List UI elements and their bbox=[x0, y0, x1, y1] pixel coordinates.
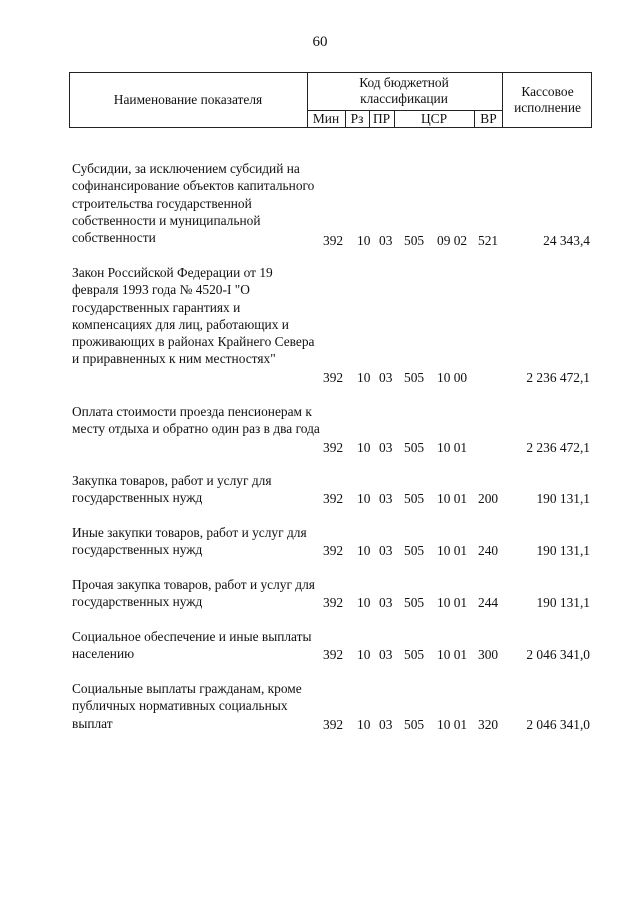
header-vr: ВР bbox=[480, 111, 497, 126]
cell-vr: 200 bbox=[478, 491, 499, 506]
cell-pr: 03 bbox=[379, 595, 393, 610]
cell-pr: 03 bbox=[379, 647, 393, 662]
header-csr: ЦСР bbox=[420, 111, 448, 126]
table-row bbox=[72, 576, 592, 612]
cell-pr: 03 bbox=[379, 233, 393, 248]
cell-amount: 24 343,4 bbox=[543, 233, 590, 248]
row-name: Социальное обеспечение и иные выплаты населению bbox=[72, 629, 312, 662]
header-rz: Рз bbox=[350, 111, 364, 126]
cell-rz: 10 bbox=[357, 370, 371, 385]
row-name: Субсидии, за исключением субсидий на софинансирование объектов капитального строительства государственной собственности и муниципальной собственности bbox=[72, 161, 315, 246]
cell-vr: 521 bbox=[478, 233, 499, 248]
cell-csr-program: 505 bbox=[404, 370, 425, 385]
cell-vr: 240 bbox=[478, 543, 499, 558]
cell-csr-item: 10 01 bbox=[437, 440, 468, 455]
cell-min: 392 bbox=[323, 717, 344, 732]
cell-min: 392 bbox=[323, 595, 344, 610]
cell-csr-item: 09 02 bbox=[437, 233, 468, 248]
table-row bbox=[72, 160, 592, 250]
cell-amount: 2 046 341,0 bbox=[526, 647, 590, 662]
cell-amount: 190 131,1 bbox=[536, 543, 590, 558]
cell-csr-program: 505 bbox=[404, 647, 425, 662]
header-amount: Кассовое исполнение bbox=[514, 84, 581, 115]
cell-csr-program: 505 bbox=[404, 440, 425, 455]
cell-min: 392 bbox=[323, 233, 344, 248]
row-name: Закон Российской Федерации от 19 февраля 1993 года № 4520-I "О государственных гарантиях и компенсациях для лиц, работающих и проживающих в районах Крайнего Севера и приравненных к ним местностях" bbox=[72, 265, 315, 367]
cell-pr: 03 bbox=[379, 491, 393, 506]
cell-csr-item: 10 01 bbox=[437, 595, 468, 610]
table-row bbox=[72, 403, 592, 457]
header-pr: ПР bbox=[372, 111, 391, 126]
cell-csr-item: 10 01 bbox=[437, 647, 468, 662]
cell-rz: 10 bbox=[357, 440, 371, 455]
cell-rz: 10 bbox=[357, 233, 371, 248]
cell-csr-program: 505 bbox=[404, 491, 425, 506]
row-name: Иные закупки товаров, работ и услуг для государственных нужд bbox=[72, 525, 307, 558]
cell-amount: 2 236 472,1 bbox=[526, 370, 590, 385]
row-name: Закупка товаров, работ и услуг для государственных нужд bbox=[72, 473, 272, 506]
cell-pr: 03 bbox=[379, 370, 393, 385]
header-min: Мин bbox=[312, 111, 340, 126]
table-row bbox=[72, 680, 592, 734]
table-row bbox=[72, 264, 592, 387]
cell-csr-item: 10 01 bbox=[437, 491, 468, 506]
cell-min: 392 bbox=[323, 440, 344, 455]
row-name: Социальные выплаты гражданам, кроме публичных нормативных социальных выплат bbox=[72, 681, 302, 731]
row-name: Прочая закупка товаров, работ и услуг для государственных нужд bbox=[72, 577, 315, 610]
cell-vr: 300 bbox=[478, 647, 499, 662]
cell-min: 392 bbox=[323, 647, 344, 662]
cell-amount: 2 236 472,1 bbox=[526, 440, 590, 455]
cell-pr: 03 bbox=[379, 543, 393, 558]
cell-rz: 10 bbox=[357, 543, 371, 558]
table-row bbox=[72, 472, 592, 508]
cell-csr-program: 505 bbox=[404, 543, 425, 558]
cell-rz: 10 bbox=[357, 717, 371, 732]
page-number: 60 bbox=[312, 34, 328, 50]
table-row bbox=[72, 524, 592, 560]
cell-rz: 10 bbox=[357, 595, 371, 610]
table-row bbox=[72, 628, 592, 664]
cell-rz: 10 bbox=[357, 491, 371, 506]
cell-csr-program: 505 bbox=[404, 717, 425, 732]
cell-csr-item: 10 01 bbox=[437, 717, 468, 732]
cell-csr-item: 10 00 bbox=[437, 370, 468, 385]
cell-min: 392 bbox=[323, 370, 344, 385]
cell-min: 392 bbox=[323, 491, 344, 506]
table-header bbox=[69, 72, 591, 128]
cell-min: 392 bbox=[323, 543, 344, 558]
cell-amount: 2 046 341,0 bbox=[526, 717, 590, 732]
cell-amount: 190 131,1 bbox=[536, 491, 590, 506]
cell-pr: 03 bbox=[379, 440, 393, 455]
cell-vr: 320 bbox=[478, 717, 499, 732]
header-name: Наименование показателя bbox=[113, 92, 263, 107]
row-name: Оплата стоимости проезда пенсионерам к месту отдыха и обратно один раз в два года bbox=[72, 404, 320, 437]
cell-amount: 190 131,1 bbox=[536, 595, 590, 610]
cell-csr-program: 505 bbox=[404, 233, 425, 248]
cell-csr-program: 505 bbox=[404, 595, 425, 610]
cell-rz: 10 bbox=[357, 647, 371, 662]
cell-csr-item: 10 01 bbox=[437, 543, 468, 558]
header-code-group: Код бюджетной классификации bbox=[359, 75, 449, 106]
cell-pr: 03 bbox=[379, 717, 393, 732]
cell-vr: 244 bbox=[478, 595, 499, 610]
